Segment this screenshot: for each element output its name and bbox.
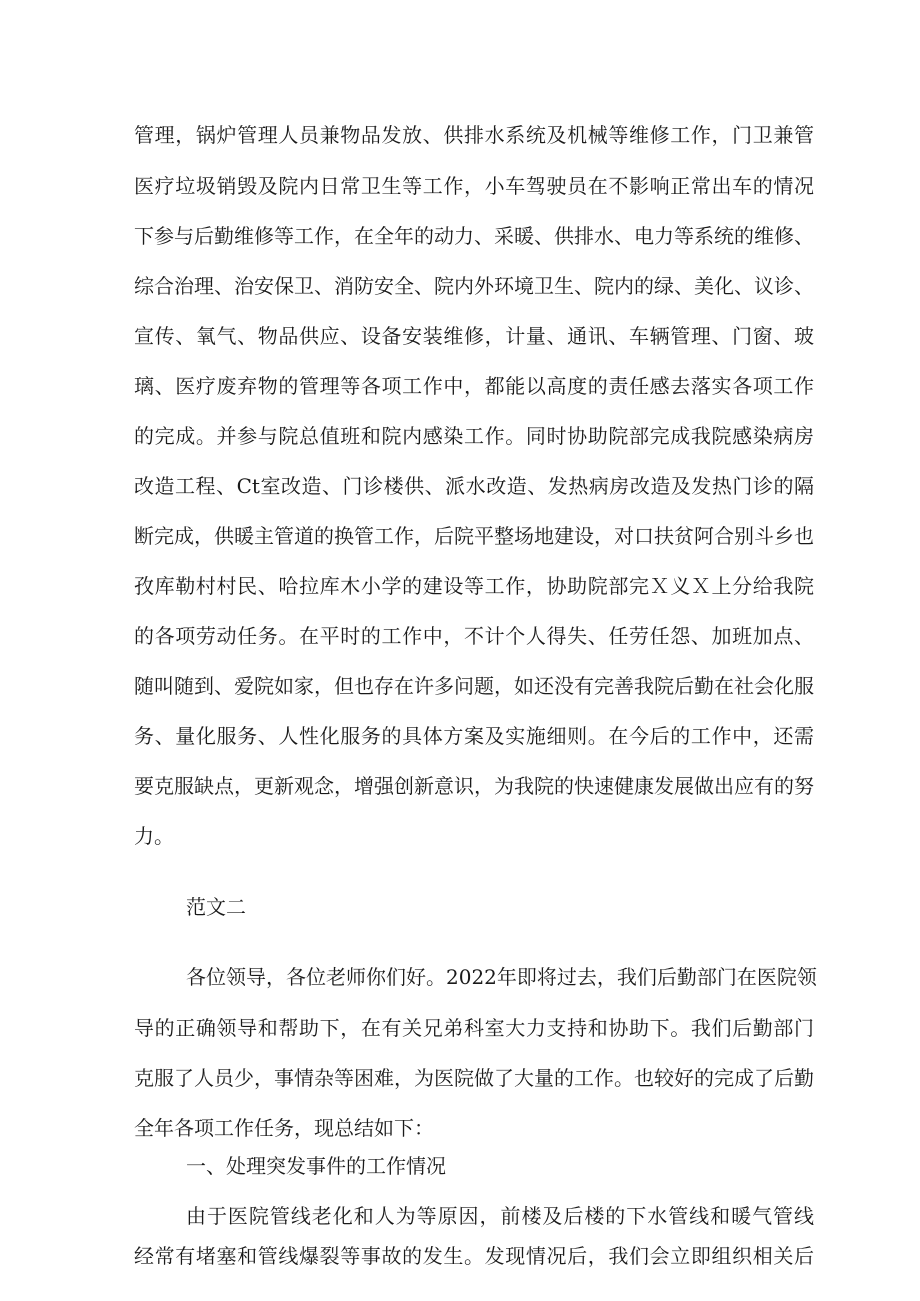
paragraph-line: 经常有堵塞和管线爆裂等事故的发生。发现情况后，我们会立即组织相关后 [134, 1244, 814, 1268]
paragraph-line: 全年各项工作任务，现总结如下： [134, 1116, 434, 1140]
paragraph-line: 综合治理、治安保卫、消防安全、院内外环境卫生、院内的绿、美化、议诊、 [134, 274, 814, 298]
paragraph-line: 克服了人员少，事情杂等困难，为医院做了大量的工作。也较好的完成了后勤 [134, 1066, 814, 1090]
paragraph-line: 的各项劳动任务。在平时的工作中，不计个人得失、任劳任怨、加班加点、 [134, 624, 814, 648]
section-title: 范文二 [186, 895, 246, 919]
paragraph-line: 医疗垃圾销毁及院内日常卫生等工作，小车驾驶员在不影响正常出车的情况 [134, 174, 814, 198]
paragraph-line: 孜库勒村村民、哈拉库木小学的建设等工作，协助院部完Ｘ义Ｘ上分给我院 [134, 574, 814, 598]
section-heading: 一、处理突发事件的工作情况 [186, 1154, 446, 1178]
paragraph-line: 务、量化服务、人性化服务的具体方案及实施细则。在今后的工作中，还需 [134, 724, 814, 748]
paragraph-line: 随叫随到、爱院如家，但也存在许多问题，如还没有完善我院后勤在社会化服 [134, 674, 814, 698]
paragraph-line: 下参与后勤维修等工作，在全年的动力、采暖、供排水、电力等系统的维修、 [134, 224, 814, 248]
paragraph-line: 断完成，供暖主管道的换管工作，后院平整场地建设，对口扶贫阿合别斗乡也 [134, 524, 814, 548]
paragraph-line: 要克服缺点，更新观念，增强创新意识，为我院的快速健康发展做出应有的努 [134, 774, 814, 798]
paragraph-line: 力。 [134, 824, 174, 848]
paragraph-line: 管理，锅炉管理人员兼物品发放、供排水系统及机械等维修工作，门卫兼管 [134, 123, 814, 147]
paragraph-line: 由于医院管线老化和人为等原因，前楼及后楼的下水管线和暖气管线 [186, 1204, 814, 1228]
paragraph-line: 的完成。并参与院总值班和院内感染工作。同时协助院部完成我院感染病房 [134, 424, 814, 448]
paragraph-line: 宣传、氧气、物品供应、设备安装维修，计量、通讯、车辆管理、门窗、玻 [134, 324, 814, 348]
paragraph-line: 各位领导，各位老师你们好。2022年即将过去，我们后勤部门在医院领 [186, 965, 817, 989]
paragraph-line: 璃、医疗废弃物的管理等各项工作中，都能以高度的责任感去落实各项工作 [134, 374, 814, 398]
paragraph-line: 改造工程、Ct室改造、门诊楼供、派水改造、发热病房改造及发热门诊的隔 [134, 474, 814, 498]
paragraph-line: 导的正确领导和帮助下，在有关兄弟科室大力支持和协助下。我们后勤部门 [134, 1016, 814, 1040]
